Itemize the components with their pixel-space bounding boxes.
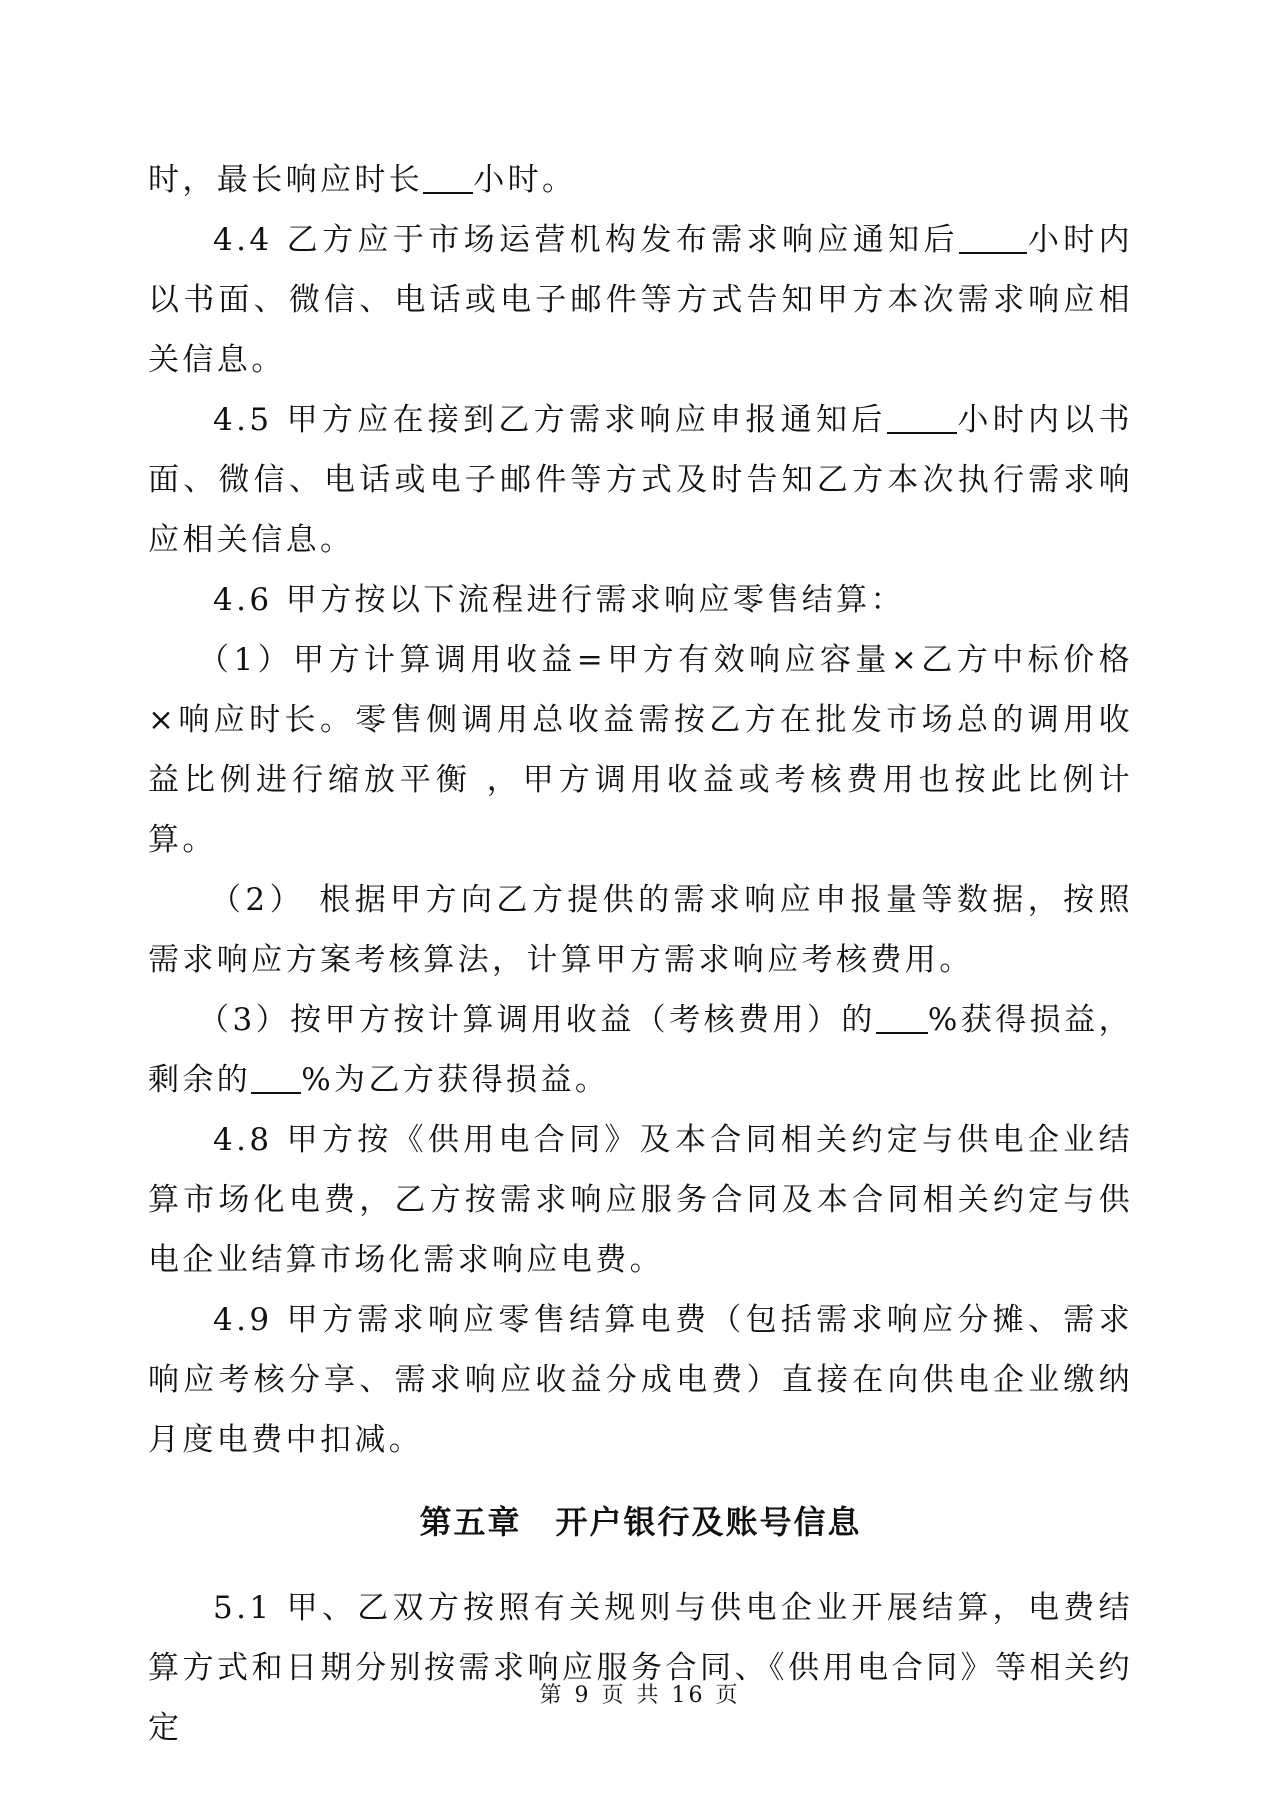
chapter-title: 第五章 开户银行及账号信息 [419, 1503, 862, 1541]
clause-4-8: 4.8 甲方按《供用电合同》及本合同相关约定与供电企业结算市场化电费，乙方按需求响应服务合同及本合同相关约定与供电企业结算市场化需求响应电费。 [148, 1122, 1133, 1278]
clause-4-5: 4.5 甲方应在接到乙方需求响应申报通知后 小时内以书面、微信、电话或电子邮件等方式及时告知乙方本次执行需求响应相关信息。 [148, 402, 1133, 558]
clause-4-6-item-3: （3）按甲方按计算调用收益（考核费用）的 %获得损益，剩余的 %为乙方获得损益。 [148, 1002, 1133, 1098]
document-body [148, 150, 1133, 1758]
clause-4-6-item-2: （2） 根据甲方向乙方提供的需求响应申报量等数据，按照需求响应方案考核算法，计算甲方需求响应考核费用。 [148, 882, 1133, 978]
blank-line [423, 162, 473, 194]
clause-5-1: 5.1 甲、乙双方按照有关规则与供电企业开展结算，电费结算方式和日期分别按需求响应服务合同、《供用电合同》等相关约定 [148, 1590, 1133, 1746]
clause-4-6-item-1: （1）甲方计算调用收益=甲方有效响应容量×乙方中标价格×响应时长。零售侧调用总收益需按乙方在批发市场总的调用收益比例进行缩放平衡 ，甲方调用收益或考核费用也按此比例计算。 [148, 642, 1133, 858]
page-footer: 第 9 页 共 16 页 [539, 1683, 741, 1708]
clause-4-4: 4.4 乙方应于市场运营机构发布需求响应通知后 小时内以书面、微信、电话或电子邮件等方式告知甲方本次需求响应相关信息。 [148, 222, 1134, 378]
blank-line [959, 222, 1027, 254]
blank-line [876, 1002, 928, 1034]
clause-4-9: 4.9 甲方需求响应零售结算电费（包括需求响应分摊、需求响应考核分享、需求响应收益分成电费）直接在向供电企业缴纳月度电费中扣减。 [148, 1302, 1133, 1458]
blank-line [887, 402, 957, 434]
clause-4-6: 4.6 甲方按以下流程进行需求响应零售结算： [213, 582, 905, 618]
paragraph-continuation: 时，最长响应时长 小时。 [148, 162, 577, 198]
blank-line [251, 1062, 301, 1094]
